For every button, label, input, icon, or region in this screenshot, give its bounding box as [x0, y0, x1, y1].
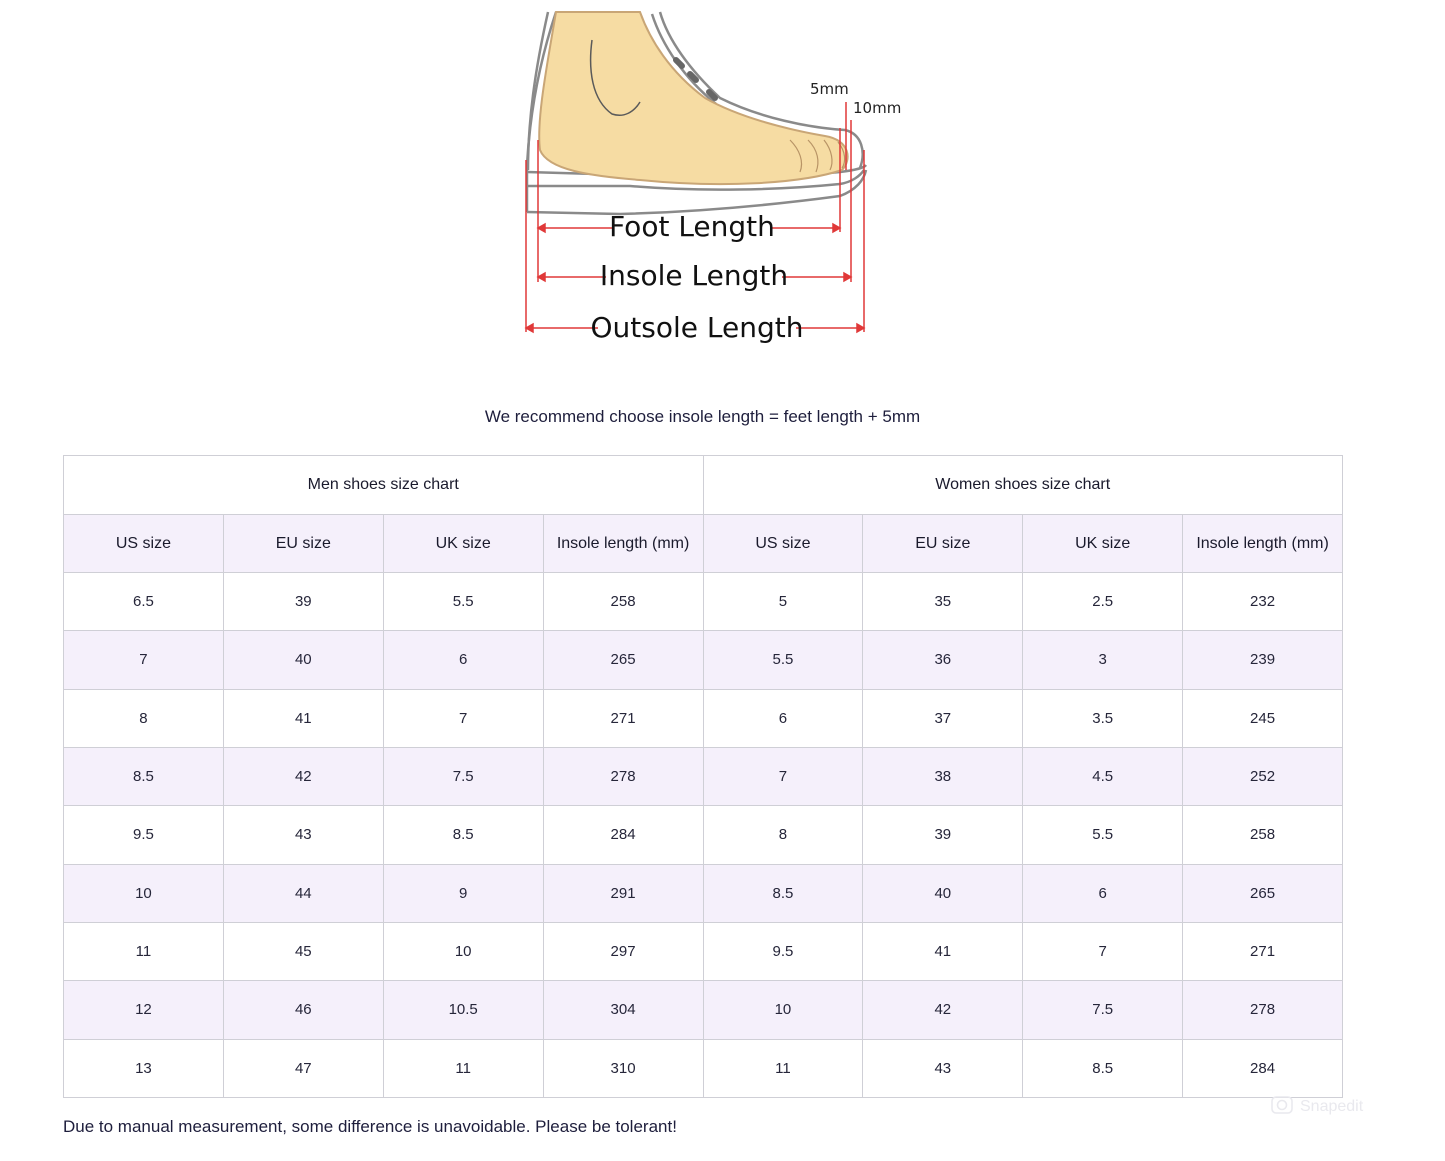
table-cell: 8.5 [703, 864, 863, 922]
gap-label-5mm: 5mm [810, 80, 849, 98]
table-cell: 7 [64, 631, 224, 689]
table-cell: 8.5 [383, 806, 543, 864]
shoe-size-table [63, 455, 1343, 1098]
table-cell: 245 [1183, 689, 1343, 747]
table-cell: 5.5 [383, 573, 543, 631]
table-row [64, 981, 1343, 1039]
table-cell: 8.5 [64, 747, 224, 805]
watermark [1270, 1092, 1404, 1118]
table-cell: 43 [863, 1039, 1023, 1097]
table-row [64, 1039, 1343, 1097]
table-cell: 278 [1183, 981, 1343, 1039]
table-cell: 7 [703, 747, 863, 805]
table-cell: 7.5 [383, 747, 543, 805]
table-cell: 39 [223, 573, 383, 631]
table-cell: 39 [863, 806, 1023, 864]
table-cell: 6.5 [64, 573, 224, 631]
column-header-row [64, 515, 1343, 573]
table-cell: 304 [543, 981, 703, 1039]
column-header-men-0: US size [64, 515, 224, 573]
table-row [64, 864, 1343, 922]
table-cell: 258 [1183, 806, 1343, 864]
table-cell: 7.5 [1023, 981, 1183, 1039]
foot-measurement-diagram [0, 0, 1445, 380]
table-cell: 9 [383, 864, 543, 922]
table-cell: 6 [703, 689, 863, 747]
table-cell: 7 [383, 689, 543, 747]
table-cell: 265 [1183, 864, 1343, 922]
table-cell: 258 [543, 573, 703, 631]
column-header-men-2: UK size [383, 515, 543, 573]
table-cell: 252 [1183, 747, 1343, 805]
men-chart-title: Men shoes size chart [64, 456, 704, 515]
table-cell: 9.5 [64, 806, 224, 864]
table-row [64, 573, 1343, 631]
table-cell: 43 [223, 806, 383, 864]
column-header-women-1: EU size [863, 515, 1023, 573]
table-cell: 36 [863, 631, 1023, 689]
table-cell: 232 [1183, 573, 1343, 631]
table-cell: 8 [703, 806, 863, 864]
recommendation-text: We recommend choose insole length = feet length + 5mm [484, 407, 921, 426]
table-cell: 10 [64, 864, 224, 922]
outsole-length-label: Outsole Length [590, 311, 804, 344]
table-cell: 40 [223, 631, 383, 689]
table-row [64, 747, 1343, 805]
table-cell: 8 [64, 689, 224, 747]
table-cell: 42 [863, 981, 1023, 1039]
column-header-women-3: Insole length (mm) [1183, 515, 1343, 573]
table-cell: 5.5 [1023, 806, 1183, 864]
table-cell: 40 [863, 864, 1023, 922]
table-cell: 44 [223, 864, 383, 922]
table-cell: 291 [543, 864, 703, 922]
table-cell: 11 [64, 922, 224, 980]
table-cell: 45 [223, 922, 383, 980]
table-cell: 2.5 [1023, 573, 1183, 631]
women-chart-title: Women shoes size chart [703, 456, 1343, 515]
table-cell: 265 [543, 631, 703, 689]
table-cell: 10.5 [383, 981, 543, 1039]
camera-icon [1272, 1097, 1292, 1113]
table-cell: 11 [703, 1039, 863, 1097]
table-cell: 297 [543, 922, 703, 980]
table-cell: 35 [863, 573, 1023, 631]
table-row [64, 689, 1343, 747]
table-cell: 7 [1023, 922, 1183, 980]
table-cell: 5 [703, 573, 863, 631]
column-header-men-3: Insole length (mm) [543, 515, 703, 573]
table-cell: 271 [1183, 922, 1343, 980]
column-header-men-1: EU size [223, 515, 383, 573]
table-cell: 8.5 [1023, 1039, 1183, 1097]
table-cell: 12 [64, 981, 224, 1039]
table-cell: 6 [383, 631, 543, 689]
table-cell: 41 [863, 922, 1023, 980]
table-cell: 9.5 [703, 922, 863, 980]
table-cell: 47 [223, 1039, 383, 1097]
table-cell: 42 [223, 747, 383, 805]
table-cell: 37 [863, 689, 1023, 747]
table-row [64, 922, 1343, 980]
table-cell: 6 [1023, 864, 1183, 922]
table-cell: 10 [703, 981, 863, 1039]
table-cell: 11 [383, 1039, 543, 1097]
table-row [64, 806, 1343, 864]
gap-label-10mm: 10mm [853, 99, 902, 117]
table-cell: 284 [543, 806, 703, 864]
table-cell: 310 [543, 1039, 703, 1097]
table-cell: 239 [1183, 631, 1343, 689]
table-title-row [64, 456, 1343, 515]
table-cell: 41 [223, 689, 383, 747]
table-cell: 38 [863, 747, 1023, 805]
table-cell: 3 [1023, 631, 1183, 689]
table-row [64, 631, 1343, 689]
table-cell: 4.5 [1023, 747, 1183, 805]
column-header-women-0: US size [703, 515, 863, 573]
footnote-text: Due to manual measurement, some difference is unavoidable. Please be tolerant! [63, 1117, 677, 1136]
foot-length-label: Foot Length [609, 210, 775, 243]
table-cell: 3.5 [1023, 689, 1183, 747]
table-cell: 271 [543, 689, 703, 747]
table-cell: 278 [543, 747, 703, 805]
table-cell: 13 [64, 1039, 224, 1097]
table-cell: 5.5 [703, 631, 863, 689]
watermark-text: Snapedit [1300, 1098, 1364, 1115]
insole-length-label: Insole Length [599, 259, 789, 292]
table-cell: 46 [223, 981, 383, 1039]
table-body [64, 573, 1343, 1098]
table-cell: 10 [383, 922, 543, 980]
table-cell: 284 [1183, 1039, 1343, 1097]
column-header-women-2: UK size [1023, 515, 1183, 573]
